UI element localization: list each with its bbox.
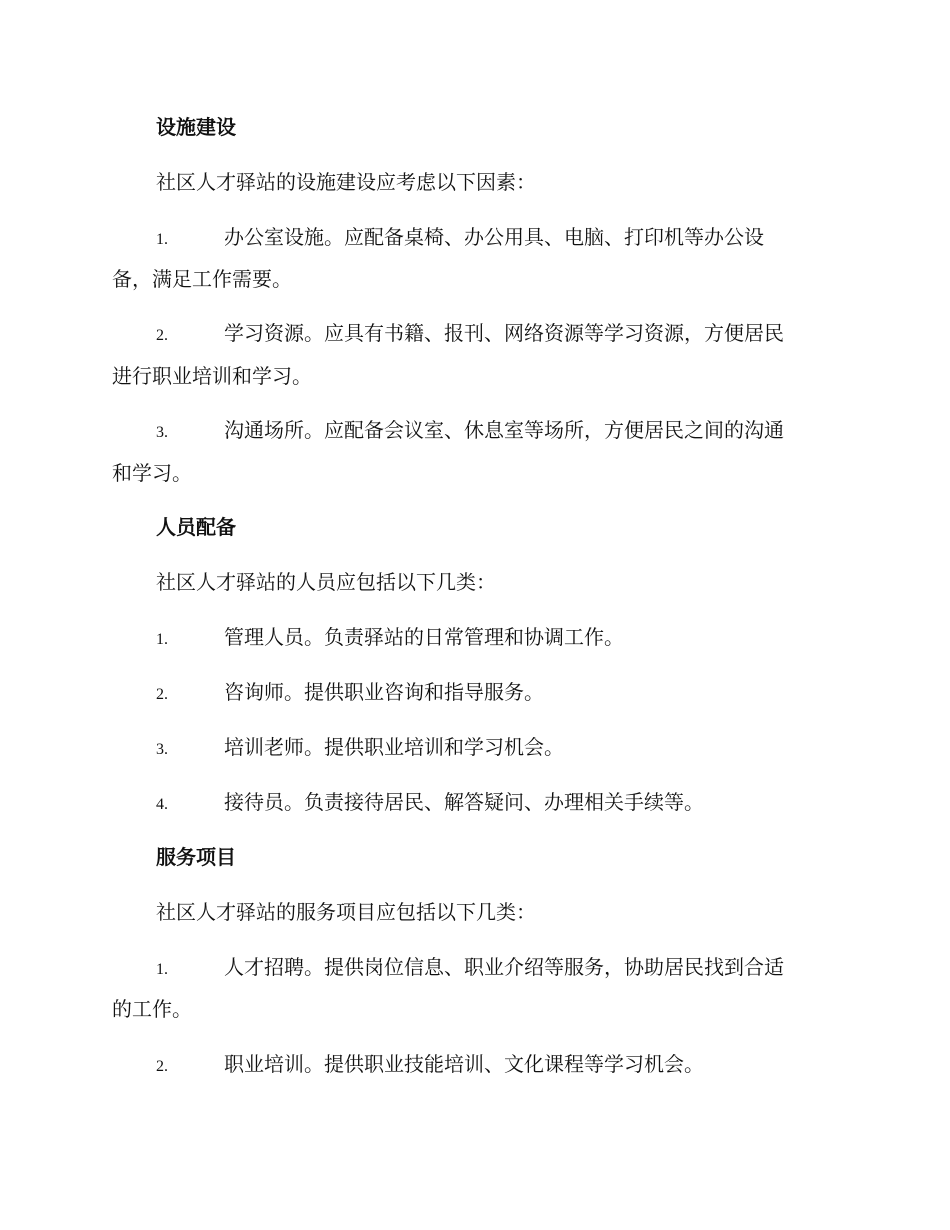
list-item-text: 学习资源。应具有书籍、报刊、网络资源等学习资源，方便居民: [224, 321, 784, 345]
list-item-text: 人才招聘。提供岗位信息、职业介绍等服务，协助居民找到合适: [224, 955, 784, 979]
list-item-text: 职业培训。提供职业技能培训、文化课程等学习机会。: [224, 1052, 704, 1076]
list-item-text: 接待员。负责接待居民、解答疑问、办理相关手续等。: [224, 790, 704, 814]
list-item-number: 1.: [156, 631, 168, 648]
section-intro-facilities: 社区人才驿站的设施建设应考虑以下因素：: [156, 170, 536, 194]
section-heading-facilities: 设施建设: [156, 115, 236, 139]
section-intro-staffing: 社区人才驿站的人员应包括以下几类：: [156, 570, 496, 594]
list-item-text: 办公室设施。应配备桌椅、办公用具、电脑、打印机等办公设: [224, 225, 764, 249]
section-heading-services: 服务项目: [156, 845, 236, 869]
list-item-continuation: 的工作。: [112, 997, 192, 1021]
list-item-continuation: 和学习。: [112, 461, 192, 485]
list-item-number: 4.: [156, 796, 168, 813]
list-item-text: 培训老师。提供职业培训和学习机会。: [224, 735, 564, 759]
list-item-text: 沟通场所。应配备会议室、休息室等场所，方便居民之间的沟通: [224, 418, 784, 442]
list-item-number: 3.: [156, 741, 168, 758]
section-intro-services: 社区人才驿站的服务项目应包括以下几类：: [156, 900, 536, 924]
list-item-number: 3.: [156, 424, 168, 441]
section-heading-staffing: 人员配备: [156, 515, 236, 539]
list-item-number: 2.: [156, 686, 168, 703]
list-item-number: 2.: [156, 327, 168, 344]
list-item-continuation: 进行职业培训和学习。: [112, 364, 312, 388]
list-item-continuation: 备，满足工作需要。: [112, 267, 292, 291]
list-item-text: 管理人员。负责驿站的日常管理和协调工作。: [224, 625, 624, 649]
list-item-number: 1.: [156, 231, 168, 248]
list-item-number: 2.: [156, 1058, 168, 1075]
list-item-number: 1.: [156, 961, 168, 978]
list-item-text: 咨询师。提供职业咨询和指导服务。: [224, 680, 544, 704]
